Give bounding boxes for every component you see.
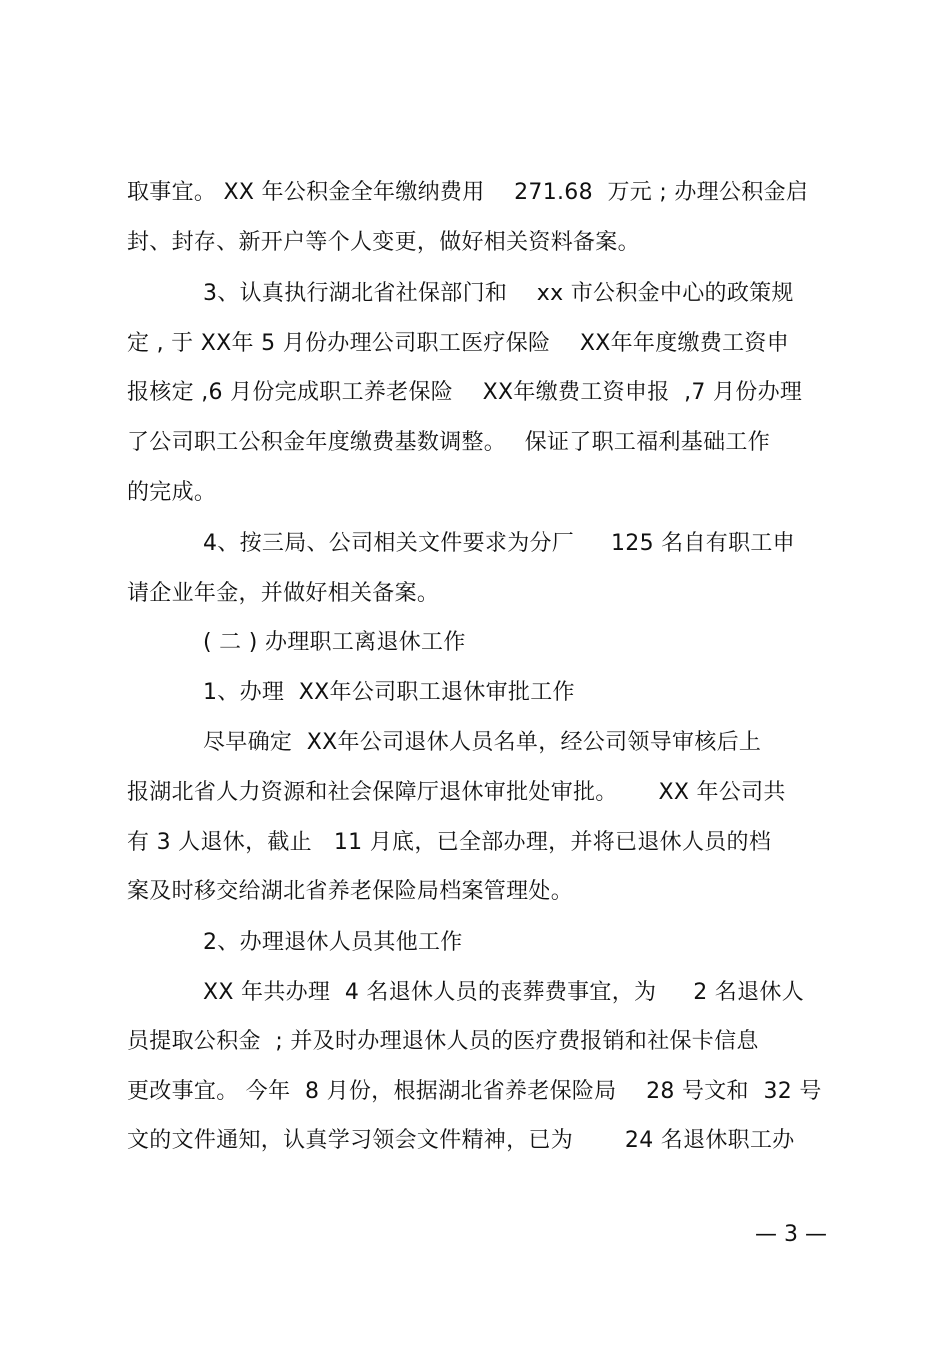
text-line: 定 , 于 XX年 5 月份办理公司职工医疗保险 XX年年度缴费工资申 — [127, 331, 790, 356]
text-line: 封、封存、新开户等个人变更，做好相关资料备案。 — [127, 230, 640, 255]
text-line: 更改事宜。 今年 8 月份，根据湖北省养老保险局 28 号文和 32 号 — [127, 1079, 822, 1104]
subsection-heading: 2、办理退休人员其他工作 — [203, 930, 463, 955]
text-line: 员提取公积金 ; 并及时办理退休人员的医疗费报销和社保卡信息 — [127, 1029, 759, 1054]
text-line: 尽早确定 XX年公司退休人员名单，经公司领导审核后上 — [203, 730, 762, 755]
text-line: 的完成。 — [127, 480, 217, 505]
section-heading: ( 二 ) 办理职工离退休工作 — [203, 630, 466, 655]
text-line: 取事宜。 XX 年公积金全年缴纳费用 271.68 万元 ; 办理公积金启 — [127, 180, 809, 205]
text-line: 了公司职工公积金年度缴费基数调整。 保证了职工福利基础工作 — [127, 430, 770, 455]
text-line: 报核定 ,6 月份完成职工养老保险 XX年缴费工资申报 ,7 月份办理 — [127, 380, 803, 405]
text-line: 文的文件通知，认真学习领会文件精神，已为 24 名退休职工办 — [127, 1128, 795, 1153]
text-line: XX 年共办理 4 名退休人员的丧葬费事宜，为 2 名退休人 — [203, 980, 804, 1005]
text-line: 案及时移交给湖北省养老保险局档案管理处。 — [127, 879, 574, 904]
text-line: 3、认真执行湖北省社保部门和 xx 市公积金中心的政策规 — [203, 281, 794, 306]
subsection-heading: 1、办理 XX年公司职工退休审批工作 — [203, 680, 575, 705]
page-number: — 3 — — [755, 1222, 827, 1247]
text-line: 请企业年金，并做好相关备案。 — [127, 581, 440, 606]
text-line: 有 3 人退休，截止 11 月底，已全部办理，并将已退休人员的档 — [127, 830, 772, 855]
text-line: 报湖北省人力资源和社会保障厅退休审批处审批。 XX 年公司共 — [127, 780, 786, 805]
text-line: 4、按三局、公司相关文件要求为分厂 125 名自有职工申 — [203, 531, 795, 556]
